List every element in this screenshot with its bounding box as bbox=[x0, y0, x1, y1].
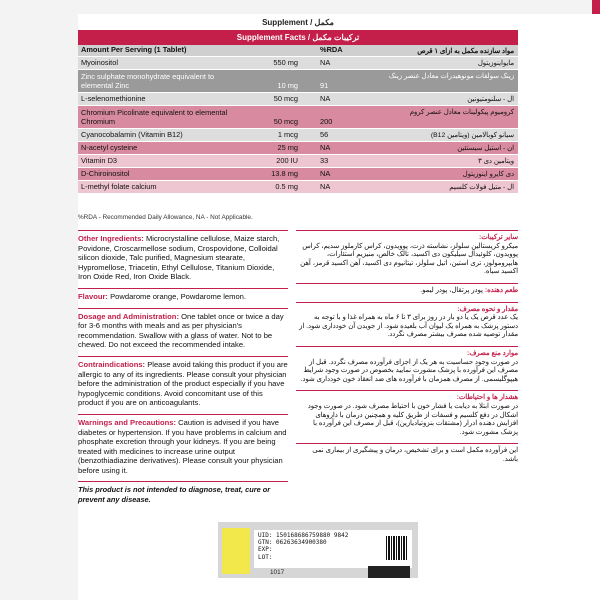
table-row bbox=[78, 93, 518, 106]
ingredient-name-fa: سیانو کوبالامین (ویتامین B12) bbox=[430, 132, 514, 139]
persian-section bbox=[296, 443, 518, 464]
section-title: سایر ترکیبات: bbox=[478, 234, 518, 241]
ingredient-name-fa: ال - متیل فولات کلسیم bbox=[449, 184, 514, 191]
ingredient-rda: 200 bbox=[320, 117, 333, 126]
ingredient-name-fa: ویتامین دی ۳ bbox=[478, 158, 514, 165]
section-text: میکرو کریستالین سلولز، نشاسته ذرت، پوویدون، کراس کارملوز سدیم، کراس پوویدون، کلوئیدال سیلیکون دی اکسید، تالک خالص، منیزیم استئارات، هایپرومولوز، تری استین، اتیل سلولز، تیتانیوم دی اکسید، آهن اکسید قرمز، آهن اکسید سیاه. bbox=[300, 242, 518, 276]
table-header-row bbox=[78, 45, 518, 57]
ingredient-rda: NA bbox=[320, 169, 331, 178]
section-text: Caution is advised if you have diabetes or hypertension. If you have problems in calcium and phosphate excretion through your kidneys. If you are being treated with medicines to increase urine output (benzothiadiazine derivatives). Please consult your physician before using it. bbox=[78, 417, 287, 475]
ingredient-rda: NA bbox=[320, 58, 331, 67]
ingredient-amount: 0.5 mg bbox=[275, 182, 298, 191]
ingredient-name: N-acetyl cysteine bbox=[81, 143, 138, 152]
gtn-line: GTN: 06263634900380 bbox=[258, 539, 327, 547]
yellow-stamp bbox=[222, 528, 250, 574]
ingredient-name: Chromium Picolinate equivalent to elemental Chromium bbox=[81, 108, 228, 126]
persian-info-column bbox=[296, 224, 518, 464]
ingredient-name: Myoinositol bbox=[81, 58, 118, 67]
ingredient-amount: 50 mcg bbox=[273, 117, 298, 126]
label-title: Supplement / مکمل bbox=[262, 18, 334, 27]
section-text: Microcrystalline cellulose, Maize starch, Povidone, Croscarmellose sodium, Crospovidone, Colloidal silicon dioxide, Talc purified, Magnesium stearate, Hypromellose, Triacetin, Ethyl Cellulose, Titanium Dioxide, Iron Oxide Red, Iron Oxide Black. bbox=[78, 234, 280, 282]
sticker-number: 1017 bbox=[270, 569, 285, 576]
section-title: Dosage and Administration: bbox=[78, 311, 179, 321]
header-rda: %RDA bbox=[320, 45, 343, 54]
supplement-label bbox=[78, 14, 600, 600]
warnings-section bbox=[78, 414, 288, 476]
table-row bbox=[78, 168, 518, 181]
table-row bbox=[78, 181, 518, 194]
english-info-column bbox=[78, 224, 288, 504]
ingredient-name: Cyanocobalamin (Vitamin B12) bbox=[81, 130, 183, 139]
exp-line: EXP: bbox=[258, 546, 273, 554]
ingredient-amount: 50 mcg bbox=[273, 94, 298, 103]
ingredient-name-fa: دی کایرو اینوزیتول bbox=[462, 171, 514, 178]
section-title: طعم دهنده: bbox=[484, 286, 518, 294]
ingredient-name: Zinc sulphate monohydrate equivalent to elemental Zinc bbox=[81, 72, 215, 90]
section-text: در صورت وجود حساسیت به هر یک از اجزای فرآورده مصرف نگردد. قبل از مصرف این فرآورده با پزشک مشورت نمایید بخصوص در صورت وجود شرایط هیپوگلیسمی. از مصرف همزمان با فرآورده های ضد انعقاد خون خودداری شود. bbox=[300, 358, 518, 383]
section-text: یک عدد قرص یک یا دو بار در روز برای ۳ تا ۶ ماه به همراه غذا و با توجه به دستور پزشک به همراه یک لیوان آب بلعیده شود. از جویدن آن خودداری شود. از مقدار توصیه شده مصرف بیشتر مصرف نگردد. bbox=[299, 314, 518, 339]
ingredient-rda: NA bbox=[320, 94, 331, 103]
section-text: این فرآورده مکمل است و برای تشخیص، درمان و پیشگیری از بیماری نمی باشد. bbox=[312, 447, 518, 463]
ingredient-rda: 91 bbox=[320, 81, 329, 90]
ingredient-amount: 13.8 mg bbox=[271, 169, 298, 178]
ingredient-rda: 33 bbox=[320, 156, 329, 165]
table-row bbox=[78, 142, 518, 155]
rda-footnote: %RDA - Recommended Daily Allowance, NA - Not Applicable. bbox=[78, 214, 253, 221]
persian-section bbox=[296, 283, 518, 296]
tracking-sticker bbox=[254, 530, 412, 568]
header-name: Amount Per Serving (1 Tablet) bbox=[81, 45, 187, 54]
ingredient-amount: 10 mg bbox=[277, 81, 298, 90]
contraindications-section bbox=[78, 356, 288, 408]
ingredient-amount: 25 mg bbox=[277, 143, 298, 152]
table-row bbox=[78, 57, 518, 70]
table-row bbox=[78, 155, 518, 168]
section-title: هشدار ها و احتیاطات: bbox=[456, 394, 518, 402]
ingredient-name: L-methyl folate calcium bbox=[81, 182, 157, 191]
section-title: Contraindications: bbox=[78, 359, 146, 369]
section-title: موارد منع مصرف: bbox=[466, 349, 518, 357]
ingredient-name-fa: زینک سولفات مونوهیدرات معادل عنصر زینک bbox=[388, 73, 514, 80]
table-row bbox=[78, 129, 518, 142]
ingredient-amount: 1 mcg bbox=[277, 130, 298, 139]
section-text: Please avoid taking this product if you are allergic to any of its ingredients. Please consult your physician before the administration of the product especially if you have hypoglycemic conditions. Avoid concomitant use of this product if you are on anticoagulants. bbox=[78, 359, 288, 408]
persian-section bbox=[296, 390, 518, 437]
uid-line: UID: 150168686759880 9842 bbox=[258, 532, 349, 539]
ingredient-amount: 200 IU bbox=[276, 156, 298, 165]
section-title: Warnings and Precautions: bbox=[78, 417, 177, 427]
ingredient-name-fa: کرومیوم پیکولینات معادل عنصر کروم bbox=[409, 109, 514, 116]
ingredient-name: D-Chiroinositol bbox=[81, 169, 130, 178]
flavour-section bbox=[78, 288, 288, 302]
header-arabic: مواد سازنده مکمل به ازای ۱ قرص bbox=[417, 48, 514, 55]
section-title: Flavour: bbox=[78, 291, 108, 301]
disclaimer-text: This product is not intended to diagnose, treat, cure or prevent any disease. bbox=[78, 481, 288, 504]
section-title: مقدار و نحوه مصرف: bbox=[457, 305, 518, 313]
table-row bbox=[78, 106, 518, 129]
section-text: One tablet once or twice a day for 3-6 months with meals and as per physician's recommendation. Swallow with a glass of water. Not to be chewed. Do not exceed the recommended intake. bbox=[78, 311, 284, 350]
section-text: پودر پرتقال، پودر لیمو. bbox=[420, 286, 483, 294]
dark-strip bbox=[368, 566, 410, 578]
ingredient-name: L-selenomethionine bbox=[81, 94, 146, 103]
ingredient-rda: 56 bbox=[320, 130, 329, 139]
persian-section bbox=[296, 230, 518, 277]
supplement-facts-table bbox=[78, 45, 518, 194]
sticker-area bbox=[218, 522, 418, 578]
dosage-section bbox=[78, 308, 288, 350]
ingredient-name-fa: ان - استیل سیستئین bbox=[457, 145, 514, 152]
supplement-facts-header: Supplement Facts / ترکیبات مکمل bbox=[78, 30, 518, 45]
ingredient-name: Vitamin D3 bbox=[81, 156, 118, 165]
section-text: در صورت ابتلا به دیابت یا فشار خون با احتیاط مصرف شود. در صورت وجود اشکال در دفع کلسیم و فسفات از طریق کلیه و همچنین درمان با داروهای افزایش دهنده ادرار (مشتقات بنزوتیادیازین)، قبل از مصرف این فرآورده با پزشک مشورت شود. bbox=[307, 402, 518, 436]
persian-section bbox=[296, 302, 518, 340]
ingredient-amount: 550 mg bbox=[273, 58, 298, 67]
lot-line: LOT: bbox=[258, 553, 273, 561]
datamatrix-icon bbox=[386, 536, 408, 560]
table-row bbox=[78, 70, 518, 93]
ingredient-rda: NA bbox=[320, 143, 331, 152]
other-ingredients-section bbox=[78, 230, 288, 282]
ingredient-name-fa: مایواینوزیتول bbox=[477, 60, 514, 67]
ingredient-rda: NA bbox=[320, 182, 331, 191]
persian-section bbox=[296, 346, 518, 384]
section-text: Powdarome orange, Powdarome lemon. bbox=[107, 291, 246, 301]
section-title: Other Ingredients: bbox=[78, 234, 144, 243]
ingredient-name-fa: ال - سلنومتیونین bbox=[467, 96, 514, 103]
